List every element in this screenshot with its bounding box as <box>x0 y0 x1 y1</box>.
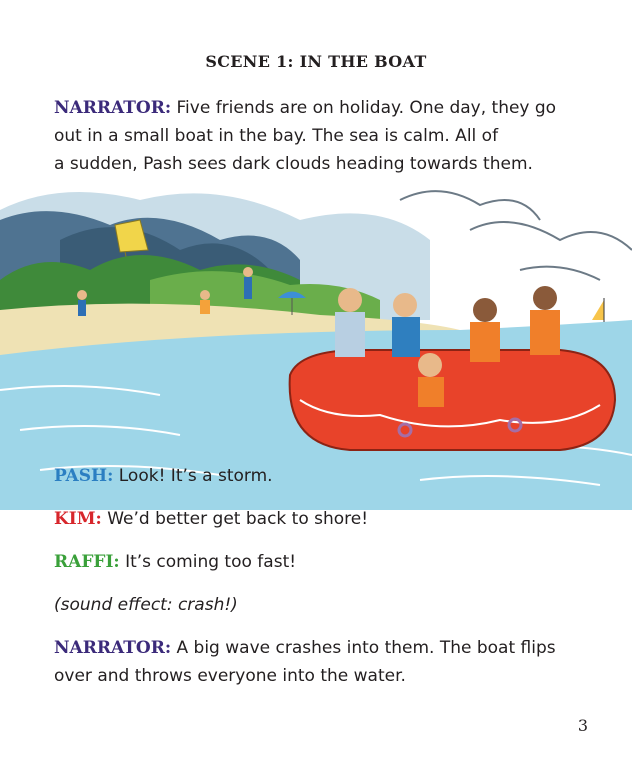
speaker-narrator: NARRATOR: <box>54 98 172 118</box>
speaker-raffi: RAFFI: <box>54 552 120 572</box>
speaker-kim: KIM: <box>54 509 102 529</box>
raffi-line <box>54 548 594 576</box>
narrator-paragraph-2 <box>54 634 594 690</box>
narrator-paragraph-1 <box>54 94 594 178</box>
dialogue-line: a sudden, Pash sees dark clouds heading towards them. <box>54 154 533 174</box>
scene-title: SCENE 1: IN THE BOAT <box>205 52 427 71</box>
page-number: 3 <box>577 716 588 735</box>
sound-effect: (sound effect: crash!) <box>54 595 238 615</box>
dialogue-line: out in a small boat in the bay. The sea is calm. All of <box>54 126 499 146</box>
dialogue-line: Look! It’s a storm. <box>113 466 273 486</box>
speaker-pash: PASH: <box>54 466 114 486</box>
pash-line <box>54 462 594 490</box>
dialogue-line: A big wave crashes into them. The boat flips <box>171 638 556 658</box>
dialogue-line: We’d better get back to shore! <box>101 509 369 529</box>
dialogue-line: Five friends are on holiday. One day, they go <box>171 98 557 118</box>
dialogue-line: It’s coming too fast! <box>119 552 297 572</box>
kim-line <box>54 505 594 533</box>
boat-storm-illustration <box>0 180 632 510</box>
speaker-narrator: NARRATOR: <box>54 638 172 658</box>
dialogue-line: over and throws everyone into the water. <box>54 666 406 686</box>
